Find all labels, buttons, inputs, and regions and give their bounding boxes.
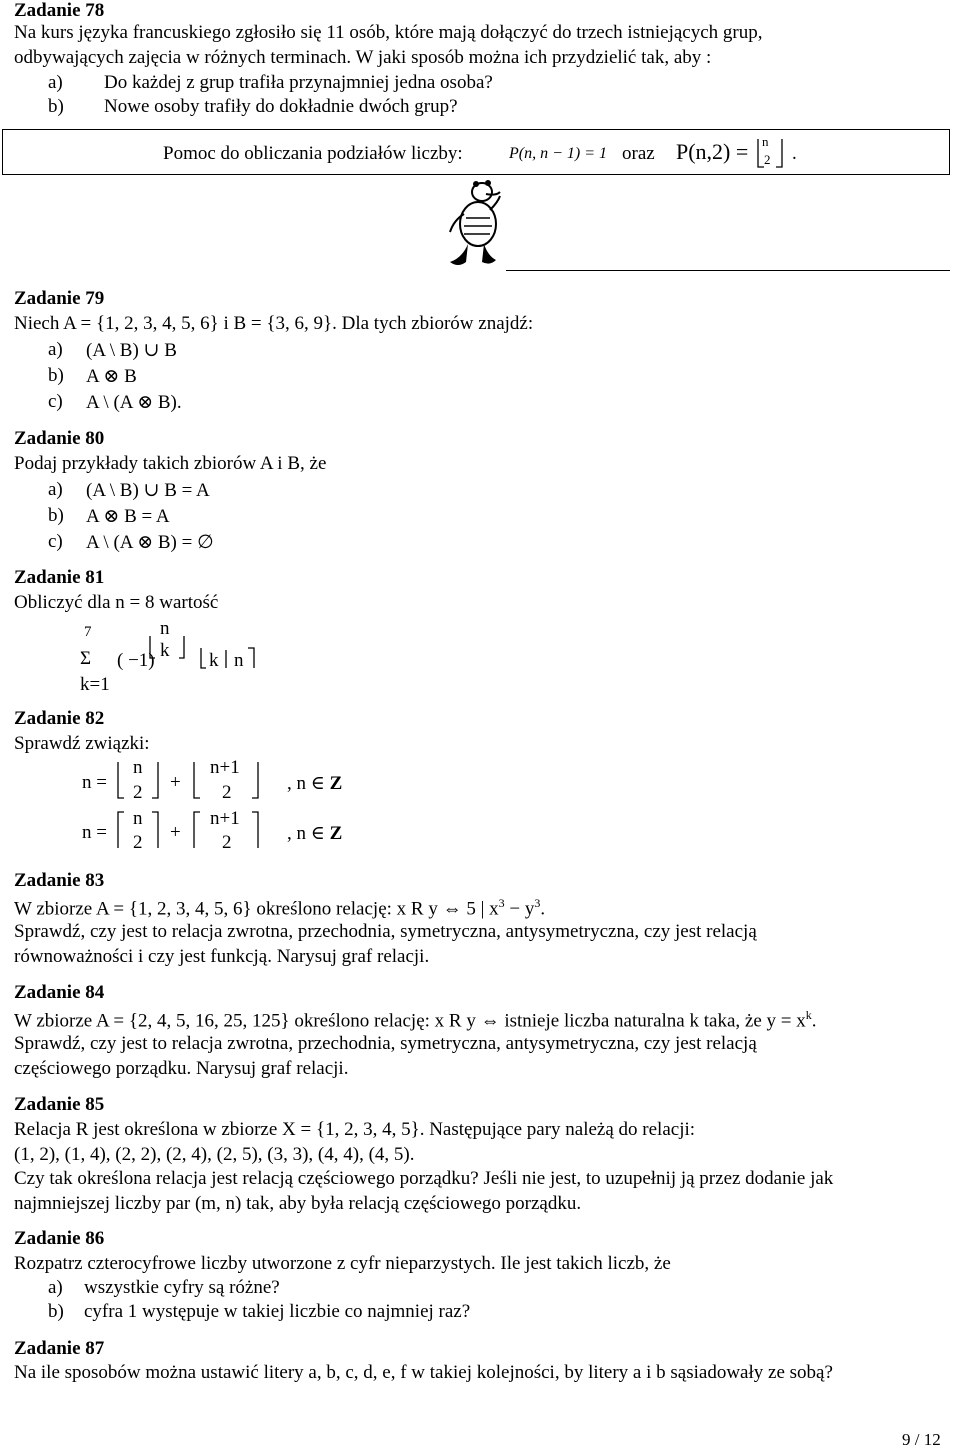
task-79-title: Zadanie 79 [14, 288, 105, 309]
task-83-line3: równoważności i czy jest funkcją. Narysuj graf relacji. [14, 946, 430, 967]
divides-brackets [198, 644, 258, 674]
eq1-frac2-den: 2 [222, 782, 232, 803]
task-86-b-label: b) [48, 1301, 64, 1322]
eq2-frac1-num: n [133, 808, 143, 829]
task-79-a: (A \ B) ∪ B [86, 340, 177, 361]
eq1-condition: , n ∈ Z [287, 773, 343, 794]
formula-partition-2: P(n,2) = [676, 139, 749, 164]
task-83-title: Zadanie 83 [14, 870, 105, 891]
task-84-line1: W zbiorze A = {2, 4, 5, 16, 25, 125} określono relację: x R y ⇔ istnieje liczba naturalna k taka, że $y = x^k$. [14, 1008, 817, 1032]
task-86-a: wszystkie cyfry są różne? [84, 1277, 280, 1298]
eq1-lhs: n = [82, 772, 107, 793]
task-80-c: A \ (A ⊗ B) = ∅ [86, 532, 214, 553]
sum-upper-limit: 7 [84, 624, 92, 640]
page-number: 9 / 12 [902, 1430, 941, 1449]
task-80-c-label: c) [48, 531, 63, 552]
hint-text: Pomoc do obliczania podziałów liczby: [163, 143, 463, 164]
eq1-plus: + [170, 772, 181, 793]
winnie-the-pooh-illustration [442, 178, 512, 270]
exponent-denominator: k [160, 640, 170, 661]
task-83-line2: Sprawdź, czy jest to relacja zwrotna, przechodnia, symetryczna, antysymetryczna, czy jest relacją [14, 921, 757, 942]
eq1-frac1-den: 2 [133, 782, 143, 803]
eq2-frac1-den: 2 [133, 832, 143, 853]
task-84-title: Zadanie 84 [14, 982, 105, 1003]
eq1-frac2-num: n+1 [210, 757, 240, 778]
eq2-ceil1 [112, 808, 164, 856]
task-80-a: (A \ B) ∪ B = A [86, 480, 210, 501]
eq2-frac2-num: n+1 [210, 808, 240, 829]
floor-k: k [209, 650, 219, 671]
task-84-line3: częściowego porządku. Narysuj graf relacji. [14, 1058, 349, 1079]
task-78-line1: Na kurs języka francuskiego zgłosiło się 11 osób, które mają dołączyć do trzech istniejących grup, [14, 22, 763, 43]
task-79-a-label: a) [48, 339, 63, 360]
floor-brackets [752, 137, 788, 171]
exponent-floor-brackets [146, 634, 188, 664]
integers-symbol: Z [329, 823, 343, 844]
eq2-ceil2 [188, 808, 264, 856]
task-83-line1: W zbiorze A = {1, 2, 3, 4, 5, 6} określono relację: x R y ⇔ 5 | $x^3 - y^3$. [14, 896, 546, 920]
ceil-n: n [234, 650, 244, 671]
exponent-numerator: n [160, 618, 170, 639]
task-85-line1: Relacja R jest określona w zbiorze X = {1, 2, 3, 4, 5}. Następujące pary należą do relacji: [14, 1119, 696, 1140]
formula-partition-n-minus-1: P(n, n − 1) = 1 [509, 145, 608, 162]
task-78-a: Do każdej z grup trafiła przynajmniej jedna osoba? [104, 72, 493, 93]
task-78-line2: odbywających zajęcia w różnych terminach. W jaki sposób można ich przydzielić tak, aby : [14, 47, 712, 68]
eq2-condition: , n ∈ Z [287, 823, 343, 844]
task-86-a-label: a) [48, 1277, 63, 1298]
task-79-b-label: b) [48, 365, 64, 386]
task-86-title: Zadanie 86 [14, 1228, 105, 1249]
floor-denominator: 2 [764, 152, 771, 167]
task-79-c-label: c) [48, 391, 63, 412]
sum-lower-limit: k=1 [80, 674, 110, 695]
task-80-title: Zadanie 80 [14, 428, 105, 449]
task-78-b-label: b) [48, 96, 64, 117]
task-85-title: Zadanie 85 [14, 1094, 105, 1115]
task-84-line2: Sprawdź, czy jest to relacja zwrotna, przechodnia, symetryczna, antysymetryczna, czy jest relacją [14, 1033, 757, 1054]
eq2-frac2-den: 2 [222, 832, 232, 853]
task-79-b: A ⊗ B [86, 366, 137, 387]
eq2-lhs: n = [82, 822, 107, 843]
task-85-line3: Czy tak określona relacja jest relacją częściowego porządku? Jeśli nie jest, to uzupełnij ją przez dodanie jak [14, 1168, 834, 1189]
task-79-line1: Niech A = {1, 2, 3, 4, 5, 6} i B = {3, 6, 9}. Dla tych zbiorów znajdź: [14, 313, 534, 334]
task-87-title: Zadanie 87 [14, 1338, 105, 1359]
task-86-b: cyfra 1 występuje w takiej liczbie co najmniej raz? [84, 1301, 471, 1322]
task-82-title: Zadanie 82 [14, 708, 105, 729]
eq1-frac1-num: n [133, 757, 143, 778]
eq2-plus: + [170, 822, 181, 843]
task-78-a-label: a) [48, 72, 63, 93]
task-81-line1: Obliczyć dla n = 8 wartość [14, 592, 219, 613]
task-80-b-label: b) [48, 505, 64, 526]
task-85-line2: (1, 2), (1, 4), (2, 2), (2, 4), (2, 5), (3, 3), (4, 4), (4, 5). [14, 1144, 415, 1165]
formula-end-dot: . [792, 143, 797, 164]
task-81-title: Zadanie 81 [14, 567, 105, 588]
task-82-line1: Sprawdź związki: [14, 733, 150, 754]
integers-symbol: Z [329, 773, 343, 794]
eq1-floor2 [188, 756, 264, 804]
task-87-line1: Na ile sposobów można ustawić litery a, b, c, d, e, f w takiej kolejności, by litery a i b sąsiadowały ze sobą? [14, 1362, 833, 1383]
floor-numerator: n [762, 134, 769, 149]
task-86-line1: Rozpatrz czterocyfrowe liczby utworzone z cyfr nieparzystych. Ile jest takich liczb, że [14, 1253, 671, 1274]
minus-one-base: ( −1) [117, 650, 155, 671]
horizontal-rule [506, 270, 950, 271]
task-80-b: A ⊗ B = A [86, 506, 170, 527]
hint-box [2, 129, 950, 175]
task-80-line1: Podaj przykłady takich zbiorów A i B, że [14, 453, 327, 474]
sigma-symbol: Σ [80, 648, 92, 669]
task-78-title: Zadanie 78 [14, 0, 105, 21]
eq1-floor1 [112, 756, 164, 804]
task-79-c: A \ (A ⊗ B). [86, 392, 182, 413]
task-85-line4: najmniejszej liczby par (m, n) tak, aby była relacją częściowego porządku. [14, 1193, 582, 1214]
oraz-text: oraz [622, 143, 655, 164]
task-78-b: Nowe osoby trafiły do dokładnie dwóch grup? [104, 96, 458, 117]
task-80-a-label: a) [48, 479, 63, 500]
